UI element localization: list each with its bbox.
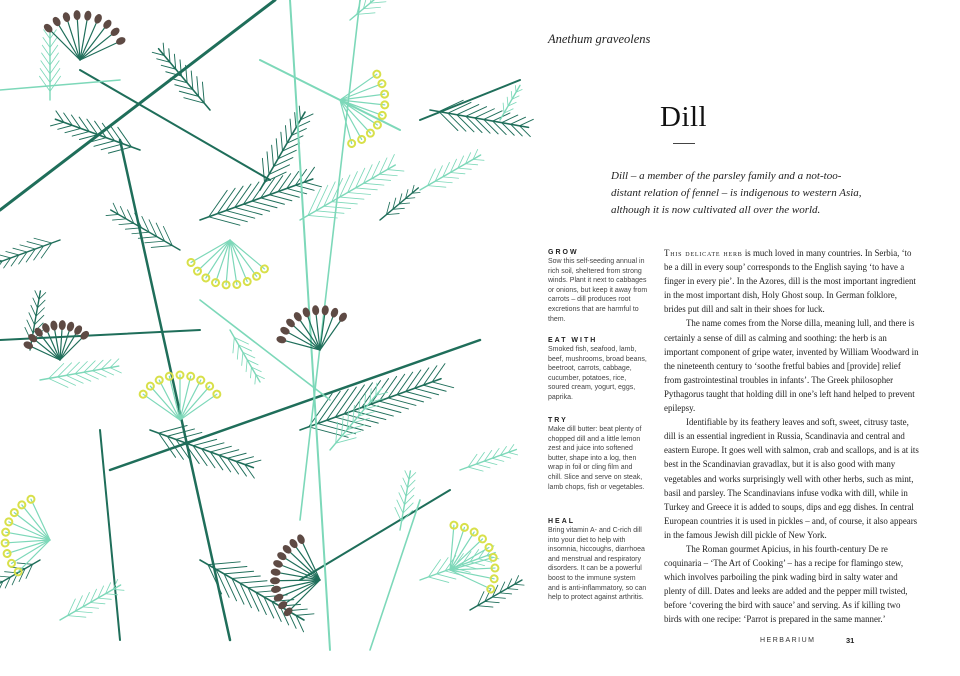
frond-needle	[202, 443, 224, 449]
frond-needle	[110, 368, 121, 373]
frond-needle	[316, 211, 344, 213]
frond-needle	[403, 478, 408, 488]
sidebar-text: Smoked fish, seafood, lamb, beef, mushrooms, broad beans, beetroot, carrots, cabbage, cucumber, potatoes, rice, soured cream, yogurt, eggs, paprika.	[548, 346, 647, 401]
frond-needle	[184, 436, 209, 443]
frond-needle	[477, 606, 493, 607]
umbel-ray	[230, 240, 237, 284]
seed	[66, 321, 76, 333]
frond-needle	[308, 215, 337, 218]
frond-needle	[485, 601, 499, 602]
frond-needle	[500, 455, 510, 458]
frond-needle	[272, 145, 274, 166]
frond-needle	[58, 125, 73, 129]
frond-needle	[379, 174, 397, 176]
frond-needle	[267, 152, 269, 175]
frond-needle	[415, 388, 439, 394]
frond-needle	[27, 320, 33, 333]
sidebar-heading: GROW	[548, 249, 579, 256]
frond-needle	[387, 170, 404, 171]
umbel-ray	[279, 580, 320, 598]
frond-needle	[511, 117, 526, 124]
paragraph-2: The name comes from the Norse dilla, meaning lull, and there is certainly a sense of dill as calming and soothing: the herb is an important component of gripe water, invented by William Woodward in the nineteenth century to ‘soothe fretful babies and [provide] relief from gastrointestinal troubles in infants’. The Greek philosopher Pythagorus taught that holding dill in one’s left hand helped to prevent epilepsy.	[664, 318, 919, 414]
frond-needle	[224, 571, 254, 574]
sidebar-heading: TRY	[548, 417, 568, 424]
umbel-ray	[230, 240, 264, 269]
frond-needle	[439, 100, 463, 111]
frond-needle	[75, 374, 91, 381]
frond-needle	[50, 45, 58, 56]
frond-needle	[287, 188, 307, 193]
umbel-ray	[6, 532, 50, 540]
frond-needle	[50, 68, 60, 82]
umbel-ray	[80, 16, 88, 60]
frond-needle	[94, 141, 115, 147]
sidebar-heading: HEAL	[548, 518, 576, 525]
frond-needle	[50, 76, 61, 91]
frond-needle	[31, 305, 36, 316]
frond-needle	[507, 589, 518, 590]
frond-needle	[65, 128, 81, 132]
seed	[279, 325, 291, 336]
frond-needle	[210, 446, 231, 452]
frond-needle	[348, 193, 371, 195]
frond-needle	[276, 139, 278, 159]
umbel-ray	[54, 326, 60, 360]
frond-needle	[0, 255, 11, 258]
frond-needle	[252, 201, 277, 208]
seed	[73, 10, 81, 20]
frond-needle	[278, 192, 299, 198]
umbel-ray	[450, 570, 491, 589]
seed	[270, 585, 281, 594]
frond-needle	[232, 576, 260, 578]
frond-needle	[34, 238, 52, 243]
frond-needle	[50, 37, 57, 47]
frond-needle	[27, 242, 44, 246]
paragraph-4: The Roman gourmet Apicius, in his fourth-century De re coquinaria – ‘The Art of Cooking’ – has a recipe for flamingo stew, which involves parboiling the pink wading bird in salty water and plenty of dill. Dates and leeks are added and the pepper mill twisted, before ‘covering the bird with sauce’ and serving. As if killing two birds with one recipe: ‘Parrot is prepared in the same manner.’	[664, 543, 908, 625]
frond-needle	[465, 164, 477, 165]
frond-needle	[336, 422, 338, 443]
stem	[80, 70, 270, 180]
lead-paragraph: Dill – a member of the parsley family and a not-too-distant relation of fennel – is indigenous to western Asia, although it is now cultivated all over the world.	[611, 170, 862, 216]
frond-needle	[511, 91, 512, 99]
frond-needle	[202, 82, 204, 103]
frond-needle	[466, 107, 487, 117]
frond-needle	[240, 581, 267, 583]
frond-needle	[29, 313, 35, 325]
stem	[200, 300, 330, 400]
latin-name: Anethum graveolens	[548, 32, 651, 46]
frond-needle	[332, 202, 358, 204]
umbel-ray	[275, 580, 320, 581]
frond-needle	[492, 458, 504, 461]
paragraph-1-text: is much loved in many countries. In Serbia, ‘to be a dill in every soup’ corresponds to the English saying ‘to have a finger in every pie’. In the Azores, dill is the most important ingredient in the most important dish, Holy Ghost soup. In German folklore, brides put dill and salt in their shoes for luck.	[664, 248, 916, 315]
frond-needle	[296, 614, 314, 616]
frond-needle	[145, 241, 165, 243]
seed	[270, 577, 280, 584]
frond-needle	[457, 105, 479, 115]
frond-needle	[255, 375, 256, 385]
frond-needle	[458, 168, 471, 169]
frond-needle	[515, 584, 525, 585]
frond-needle	[405, 471, 409, 480]
frond-needle	[236, 457, 253, 462]
seed	[337, 311, 348, 323]
frond-needle	[43, 37, 50, 47]
seed	[50, 320, 59, 331]
seed	[58, 320, 66, 330]
frond-needle	[90, 603, 105, 604]
frond-needle	[219, 450, 239, 455]
frond-needle	[250, 367, 251, 378]
sidebar-text: Make dill butter: beat plenty of chopped dill and a little lemon zest and juice into softened butter, shape into a log, then wrap in foil or cling film and chill. Slice and serve on steak, lamb chops, fish or vegetables.	[548, 426, 645, 491]
running-head: HERBARIUM	[760, 637, 816, 644]
frond-needle	[406, 392, 431, 399]
frond-needle	[68, 616, 86, 618]
frond-needle	[49, 378, 68, 387]
frond-needle	[507, 97, 508, 106]
frond-needle	[108, 147, 131, 153]
frond-needle	[503, 103, 504, 113]
frond-needle	[243, 204, 269, 211]
frond-needle	[484, 461, 497, 464]
seed	[115, 36, 127, 47]
sidebar-try	[548, 417, 648, 492]
frond-needle	[401, 485, 406, 496]
title-divider	[673, 143, 695, 144]
frond-needle	[39, 76, 50, 91]
seed	[62, 11, 72, 23]
paragraph-1	[664, 246, 920, 316]
frond-needle	[248, 585, 274, 587]
frond-stem	[420, 553, 495, 580]
frond-needle	[261, 198, 285, 204]
seed	[51, 15, 62, 27]
sidebar-heal	[548, 518, 648, 603]
frond-needle	[83, 607, 99, 608]
sidebar-text: Sow this self-seeding annual in rich soil, sheltered from strong winds. Plant it next to cabbages or onions, but keep it away from carrots – dill produces root excretions that are harmful to them.	[548, 258, 648, 323]
seed	[276, 335, 287, 344]
seed	[292, 311, 303, 323]
opening-small-caps: This delicate herb	[664, 248, 743, 258]
frond-needle	[233, 337, 234, 353]
frond-needle	[324, 206, 351, 208]
frond-needle	[299, 106, 300, 120]
sidebar-grow	[548, 249, 648, 324]
sidebar-heading: EAT WITH	[548, 337, 598, 344]
frond-needle	[237, 345, 238, 359]
frond-needle	[476, 464, 490, 468]
seed	[102, 18, 114, 30]
frond-needle	[371, 179, 390, 181]
stem	[290, 0, 330, 650]
frond-needle	[84, 372, 99, 379]
frond-needle	[356, 188, 378, 190]
frond-stem	[430, 110, 528, 127]
page-number: 31	[846, 636, 855, 645]
frond-needle	[340, 197, 364, 199]
frond-needle	[20, 245, 35, 249]
frond-needle	[357, 13, 375, 15]
frond-needle	[290, 119, 291, 135]
frond-needle	[112, 219, 126, 220]
frond-needle	[262, 158, 264, 182]
frond-needle	[72, 132, 89, 137]
frond-needle	[295, 113, 296, 128]
frond-needle	[216, 567, 247, 570]
frond-needle	[515, 86, 516, 93]
seed	[329, 307, 339, 319]
frond-needle	[500, 593, 512, 594]
frond-needle	[285, 126, 287, 144]
frond-needle	[397, 500, 403, 513]
seed	[83, 10, 92, 21]
frond-stem	[159, 49, 210, 110]
stem	[110, 340, 480, 470]
seed	[312, 305, 320, 316]
seed	[270, 568, 281, 577]
frond-needle	[468, 467, 483, 471]
frond-needle	[246, 360, 247, 372]
frond-needle	[35, 291, 39, 300]
frond-needle	[33, 298, 38, 308]
stem	[0, 0, 275, 210]
frond-needle	[397, 395, 424, 402]
frond-stem	[111, 210, 180, 250]
stem	[100, 430, 120, 640]
frond-needle	[423, 385, 446, 391]
frond-needle	[101, 369, 113, 375]
frond-needle	[473, 159, 484, 160]
frond-needle	[101, 144, 123, 150]
frond-needle	[50, 122, 63, 126]
frond-needle	[432, 382, 454, 388]
frond-needle	[428, 186, 446, 188]
frond-needle	[295, 185, 314, 190]
page-title: Dill	[660, 101, 708, 133]
frond-needle	[0, 258, 2, 261]
frond-needle	[228, 453, 247, 458]
frond-needle	[40, 68, 50, 82]
frond-needle	[151, 246, 172, 248]
seed	[321, 305, 329, 316]
frond-needle	[75, 611, 92, 612]
frond-needle	[437, 574, 456, 579]
sidebar-text: Bring vitamin A- and C-rich dill into your diet to help with insomnia, hiccoughs, diarrhoea and menstrual and respiratory disorders. It can be a powerful boost to the immune system and is anti-inflammatory, so can help to protect against arthritis.	[548, 527, 647, 602]
frond-needle	[0, 576, 10, 577]
frond-needle	[475, 109, 495, 118]
frond-needle	[508, 452, 517, 454]
frond-needle	[399, 493, 405, 505]
frond-needle	[93, 371, 107, 377]
frond-needle	[242, 352, 243, 365]
seed	[93, 13, 103, 25]
seed	[272, 559, 284, 569]
frond-needle	[450, 173, 465, 174]
frond-needle	[13, 248, 27, 252]
frond-needle	[281, 132, 283, 151]
stem	[300, 0, 360, 520]
body-text	[664, 246, 920, 627]
frond-stem	[40, 366, 119, 380]
frond-needle	[42, 45, 50, 56]
sidebar-eat-with	[548, 337, 648, 403]
frond-needle	[98, 598, 111, 599]
frond-needle	[119, 223, 134, 224]
frond-needle	[492, 597, 505, 598]
stem	[0, 80, 120, 90]
frond-needle	[435, 181, 452, 182]
paragraph-3: Identifiable by its feathery leaves and soft, sweet, citrusy taste, dill is an essential ingredient in Russia, Scandinavia and central and eastern Europe. It goes well with salmon, crab and scallops, and is at its best in the Scandinavian gravadlax, but it is also good with many vegetables and works surprisingly well with other herbs, such as mint, basil and parsley. The Scandinavians infuse vodka with dill, while in Turkey and Greece it is added to soups, dips and egg dishes. In central European countries it is used in pickles – and, of course, it also appears in the famous Jewish dill pickle of New York.	[664, 417, 919, 540]
frond-needle	[6, 251, 19, 254]
frond-needle	[364, 183, 384, 185]
frond-needle	[245, 460, 261, 464]
frond-needle	[269, 195, 291, 201]
frond-needle	[520, 119, 534, 125]
frond-needle	[443, 177, 459, 178]
frond-needle	[395, 507, 402, 521]
frond-needle	[106, 214, 118, 215]
frond-needle	[428, 577, 448, 582]
frond-needle	[304, 182, 321, 187]
frond-needle	[17, 563, 33, 564]
umbel-ray	[288, 580, 320, 612]
